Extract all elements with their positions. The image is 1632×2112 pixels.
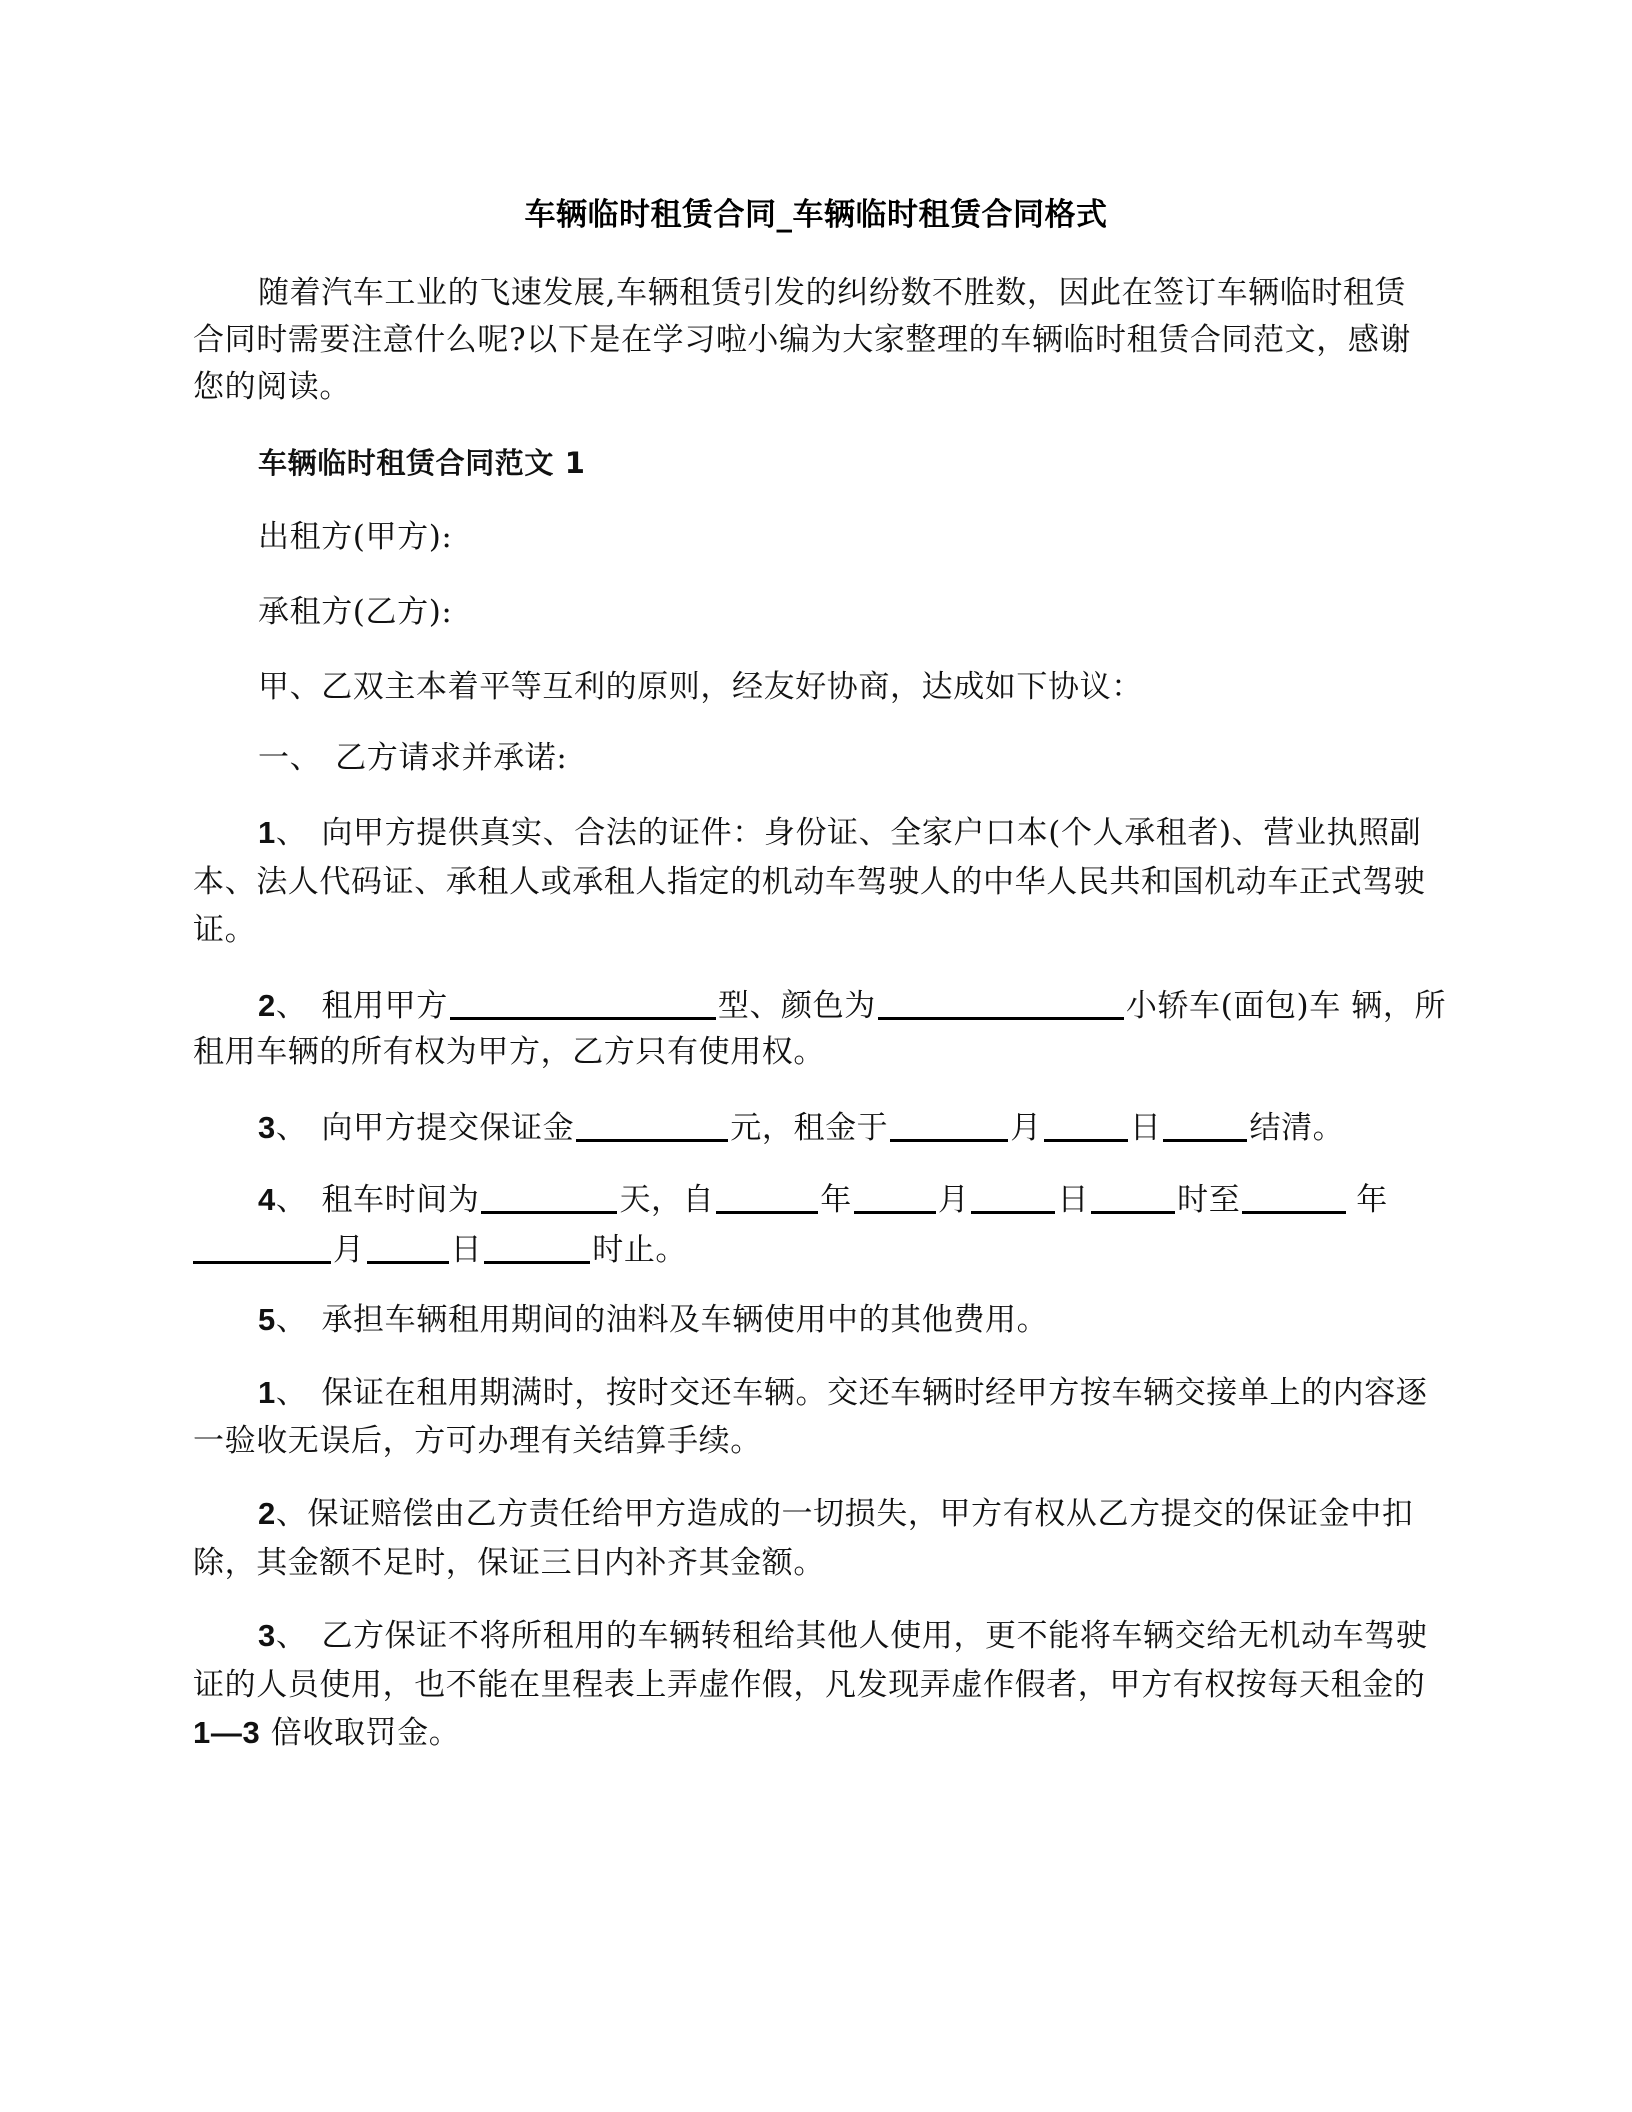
guarantee-2-line-2: 除，其金额不足时，保证三日内补齐其金额。	[193, 1545, 825, 1581]
clause-3-seg-5: 结清。	[1249, 1110, 1345, 1146]
clause-4-seg-4: 月	[937, 1182, 970, 1218]
clause-1-line-2: 本、法人代码证、承租人或承租人指定的机动车驾驶人的中华人民共和国机动车正式驾驶	[193, 864, 1426, 900]
guarantee-1-line-2: 一验收无误后，方可办理有关结算手续。	[193, 1423, 762, 1459]
clause-4-seg-5: 日	[1057, 1182, 1090, 1218]
clause-4-seg-1: 租车时间为	[321, 1182, 480, 1218]
guarantee-3-line-2: 证的人员使用，也不能在里程表上弄虚作假，凡发现弄虚作假者，甲方有权按每天租金的	[193, 1667, 1426, 1703]
clause-3-line-1	[258, 1105, 1344, 1145]
clause-1-line-3: 证。	[193, 912, 257, 948]
guarantee-1-sep: 、	[275, 1375, 308, 1411]
guarantee-3-last-text: 倍收取罚金。	[260, 1715, 461, 1751]
clause-4-seg-7: 年	[1356, 1182, 1388, 1218]
penalty-multiplier: 1—3	[193, 1715, 261, 1750]
guarantee-1-number: 1	[258, 1375, 276, 1410]
vehicle-model-blank[interactable]	[450, 987, 716, 1020]
clause-5-text: 承担车辆租用期间的油料及车辆使用中的其他费用。	[321, 1302, 1049, 1338]
clause-1-line-1	[258, 813, 1421, 853]
lessee-label: 承租方(乙方):	[258, 594, 453, 630]
clause-2-seg-1: 租用甲方	[321, 988, 448, 1024]
end-day-blank[interactable]	[367, 1231, 449, 1264]
section-heading: 车辆临时租赁合同范文 1	[258, 446, 586, 480]
agreement-line: 甲、乙双主本着平等互利的原则，经友好协商，达成如下协议：	[258, 669, 1143, 705]
guarantee-3-number: 3	[258, 1618, 276, 1653]
part-one-heading	[258, 738, 567, 778]
deposit-amount-blank[interactable]	[576, 1109, 728, 1142]
guarantee-1-line-1	[258, 1373, 1427, 1413]
clause-3-seg-4: 日	[1129, 1110, 1162, 1146]
start-year-blank[interactable]	[716, 1181, 818, 1214]
rent-settle-extra-blank[interactable]	[1163, 1109, 1247, 1142]
clause-5-sep: 、	[275, 1302, 308, 1338]
guarantee-3-line-3	[193, 1713, 460, 1753]
guarantee-2-sep: 、	[275, 1496, 308, 1532]
guarantee-2-line-1	[258, 1494, 1413, 1534]
guarantee-3-line-1	[258, 1616, 1427, 1656]
clause-3-seg-3: 月	[1010, 1110, 1042, 1146]
clause-4-line-2	[193, 1227, 687, 1267]
clause-4-l2-seg-1: 月	[333, 1232, 365, 1268]
clause-2-line-2: 租用车辆的所有权为甲方，乙方只有使用权。	[193, 1034, 825, 1070]
rent-settle-day-blank[interactable]	[1044, 1109, 1128, 1142]
clause-4-seg-3: 年	[820, 1182, 852, 1218]
clause-1-number: 1	[258, 815, 276, 850]
part-one-text: 乙方请求并承诺:	[335, 740, 568, 776]
vehicle-color-blank[interactable]	[878, 987, 1124, 1020]
rent-settle-month-blank[interactable]	[890, 1109, 1008, 1142]
guarantee-3-sep: 、	[275, 1618, 308, 1654]
document-title: 车辆临时租赁合同_车辆临时租赁合同格式	[524, 197, 1108, 233]
guarantee-2-number: 2	[258, 1496, 276, 1531]
clause-4-seg-2: 天，自	[619, 1182, 715, 1218]
guarantee-3-text: 乙方保证不将所租用的车辆转租给其他人使用，更不能将车辆交给无机动车驾驶	[321, 1618, 1428, 1654]
clause-4-number: 4	[258, 1182, 276, 1217]
part-one-marker: 一、	[258, 740, 322, 776]
clause-4-seg-6: 时至	[1177, 1182, 1241, 1218]
start-month-blank[interactable]	[854, 1181, 936, 1214]
end-year-blank[interactable]	[1242, 1181, 1346, 1214]
clause-2-seg-2: 型、颜色为	[717, 988, 876, 1024]
clause-4-line-1	[258, 1177, 1388, 1217]
clause-2-number: 2	[258, 988, 276, 1023]
clause-4-sep: 、	[275, 1182, 308, 1218]
intro-line-3: 您的阅读。	[193, 369, 351, 405]
clause-3-sep: 、	[275, 1110, 308, 1146]
rental-days-blank[interactable]	[481, 1181, 617, 1214]
clause-2-sep: 、	[275, 988, 308, 1024]
clause-3-number: 3	[258, 1110, 276, 1145]
guarantee-2-text: 保证赔偿由乙方责任给甲方造成的一切损失，甲方有权从乙方提交的保证金中扣	[307, 1496, 1414, 1532]
intro-line-2: 合同时需要注意什么呢?以下是在学习啦小编为大家整理的车辆临时租赁合同范文，感谢	[193, 322, 1412, 358]
intro-line-1: 随着汽车工业的飞速发展,车辆租赁引发的纠纷数不胜数，因此在签订车辆临时租赁	[258, 275, 1407, 311]
lessor-label: 出租方(甲方):	[258, 519, 453, 555]
start-day-blank[interactable]	[971, 1181, 1055, 1214]
end-month-blank[interactable]	[193, 1231, 331, 1264]
guarantee-1-text: 保证在租用期满时，按时交还车辆。交还车辆时经甲方按车辆交接单上的内容逐	[321, 1375, 1428, 1411]
end-hour-blank[interactable]	[484, 1231, 590, 1264]
clause-5-number: 5	[258, 1302, 276, 1337]
clause-3-seg-1: 向甲方提交保证金	[321, 1110, 575, 1146]
clause-2-line-1	[258, 983, 1446, 1023]
start-hour-blank[interactable]	[1091, 1181, 1175, 1214]
clause-4-l2-seg-2: 日	[450, 1232, 483, 1268]
clause-4-l2-seg-3: 时止。	[592, 1232, 688, 1268]
clause-5-line-1	[258, 1300, 1048, 1340]
clause-1-sep: 、	[275, 815, 308, 851]
clause-3-seg-2: 元，租金于	[730, 1110, 889, 1146]
clause-1-text: 向甲方提供真实、合法的证件：身份证、全家户口本(个人承租者)、营业执照副	[321, 815, 1422, 851]
clause-2-seg-3: 小轿车(面包)车 辆，所	[1125, 988, 1447, 1024]
